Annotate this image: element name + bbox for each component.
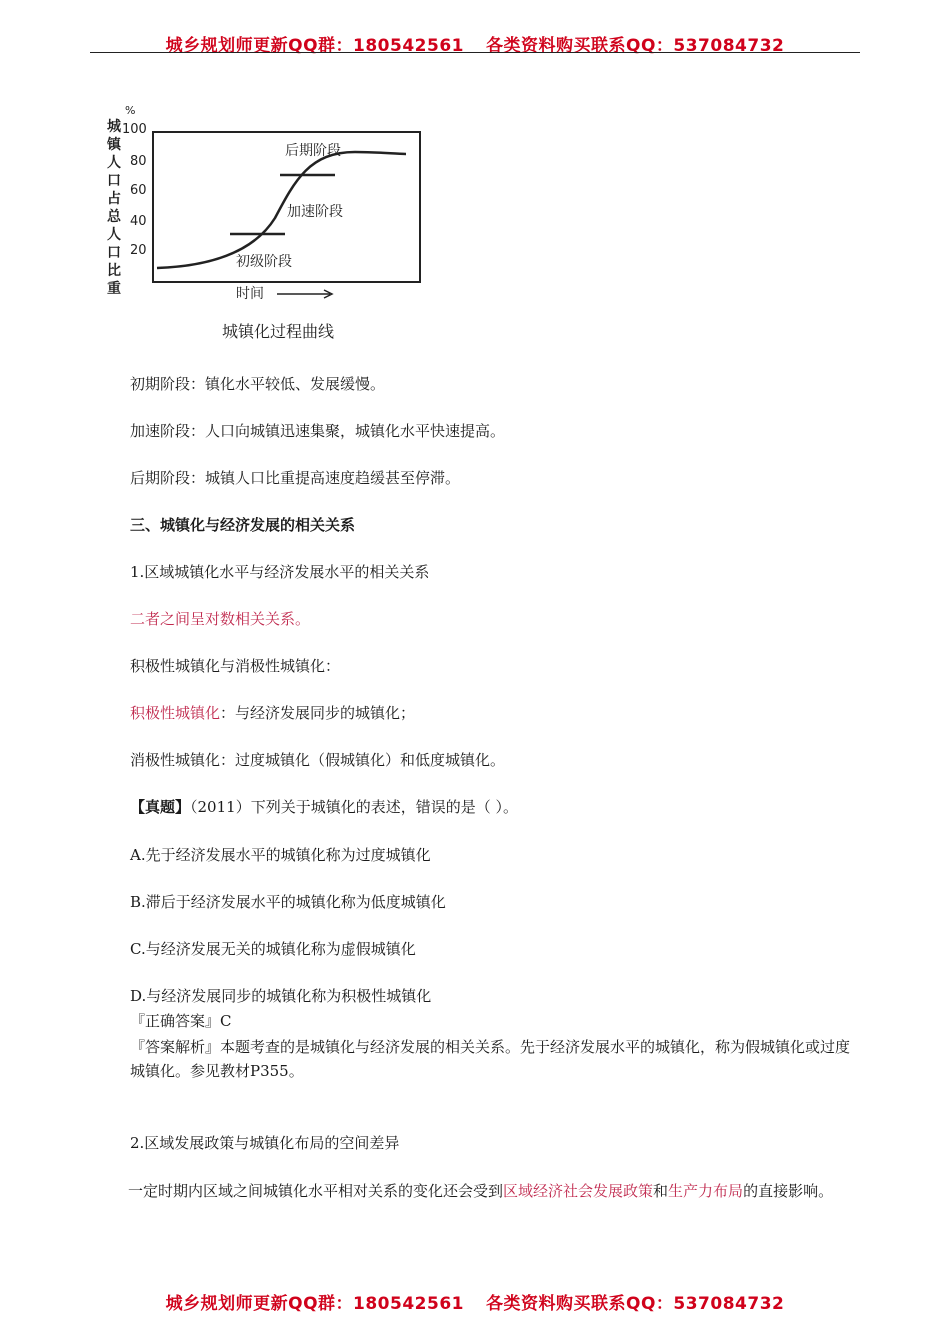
late-stage-text: 后期阶段：城镇人口比重提高速度趋缓甚至停滞。	[130, 469, 461, 487]
and-text: 和	[653, 1182, 669, 1200]
chart-svg	[95, 100, 435, 350]
ylabel-char: 人	[107, 155, 121, 171]
positive-definition: ：与经济发展同步的城镇化；	[220, 704, 416, 722]
section-heading: 三、城镇化与经济发展的相关关系	[130, 516, 356, 534]
ylabel-char: 重	[107, 281, 121, 297]
log-relation-text: 二者之间呈对数相关关系。	[130, 610, 311, 628]
paragraph-start: 一定时期内区域之间城镇化水平相对关系的变化还会受到	[128, 1182, 504, 1200]
header-group-text: 城乡规划师更新QQ群：180542561	[165, 36, 464, 56]
ylabel-char: 总	[107, 209, 121, 225]
subsection-2: 2.区域发展政策与城镇化布局的空间差异	[130, 1134, 400, 1152]
stage-late-label: 后期阶段	[285, 143, 341, 159]
ytick-label: 80	[130, 154, 147, 169]
accel-stage-text: 加速阶段：人口向城镇迅速集聚，城镇化水平快速提高。	[130, 422, 506, 440]
positive-term: 积极性城镇化	[130, 704, 221, 722]
exam-question	[130, 797, 518, 817]
ylabel-char: 比	[107, 263, 121, 279]
initial-stage-text: 初期阶段：镇化水平较低、发展缓慢。	[130, 375, 386, 393]
ylabel-char: 人	[107, 227, 121, 243]
policy-paragraph	[128, 1179, 863, 1203]
footer-contact-text: 各类资料购买联系QQ：537084732	[486, 1294, 785, 1314]
time-axis-label: 时间	[236, 286, 264, 302]
header-rule	[90, 52, 860, 53]
urbanization-curve-figure	[95, 100, 435, 350]
policy-term: 区域经济社会发展政策	[503, 1182, 654, 1200]
header-contact-text: 各类资料购买联系QQ：537084732	[486, 36, 785, 56]
negative-urbanization-line: 消极性城镇化：过度城镇化（假城镇化）和低度城镇化。	[130, 751, 506, 769]
positive-urbanization-line	[130, 703, 415, 723]
option-b: B.滞后于经济发展水平的城镇化称为低度城镇化	[130, 893, 446, 911]
ylabel-char: 占	[107, 191, 121, 207]
footer-group-text: 城乡规划师更新QQ群：180542561	[165, 1294, 464, 1314]
layout-term: 生产力布局	[668, 1182, 744, 1200]
subsection-1: 1.区域城镇化水平与经济发展水平的相关关系	[130, 563, 430, 581]
ytick-label: 60	[130, 183, 147, 198]
footer-banner	[0, 1289, 950, 1314]
ytick-label: 100	[122, 122, 147, 137]
ytick-label: 40	[130, 214, 147, 229]
figure-caption: 城镇化过程曲线	[222, 322, 335, 341]
ylabel-char: 口	[107, 173, 121, 189]
option-c: C.与经济发展无关的城镇化称为虚假城镇化	[130, 940, 416, 958]
stage-accel-label: 加速阶段	[287, 204, 343, 220]
unit-label: %	[125, 104, 136, 117]
pos-neg-intro: 积极性城镇化与消极性城镇化：	[130, 657, 341, 675]
option-a: A.先于经济发展水平的城镇化称为过度城镇化	[130, 846, 431, 864]
ytick-label: 20	[130, 243, 147, 258]
question-tag: 【真题】	[130, 798, 191, 816]
question-text: （2011）下列关于城镇化的表述，错误的是（ ）。	[190, 798, 518, 816]
ylabel-char: 口	[107, 245, 121, 261]
paragraph-end: 的直接影响。	[743, 1182, 834, 1200]
correct-answer: 『正确答案』C	[130, 1012, 232, 1030]
answer-analysis	[130, 1035, 860, 1083]
stage-initial-label: 初级阶段	[236, 254, 292, 270]
analysis-text: 『答案解析』本题考查的是城镇化与经济发展的相关关系。先于经济发展水平的城镇化，称为假城镇化或过度城镇化。参见教材P355。	[130, 1038, 851, 1080]
ylabel-char: 城	[107, 119, 121, 135]
option-d: D.与经济发展同步的城镇化称为积极性城镇化	[130, 987, 432, 1005]
ylabel-char: 镇	[107, 137, 121, 153]
